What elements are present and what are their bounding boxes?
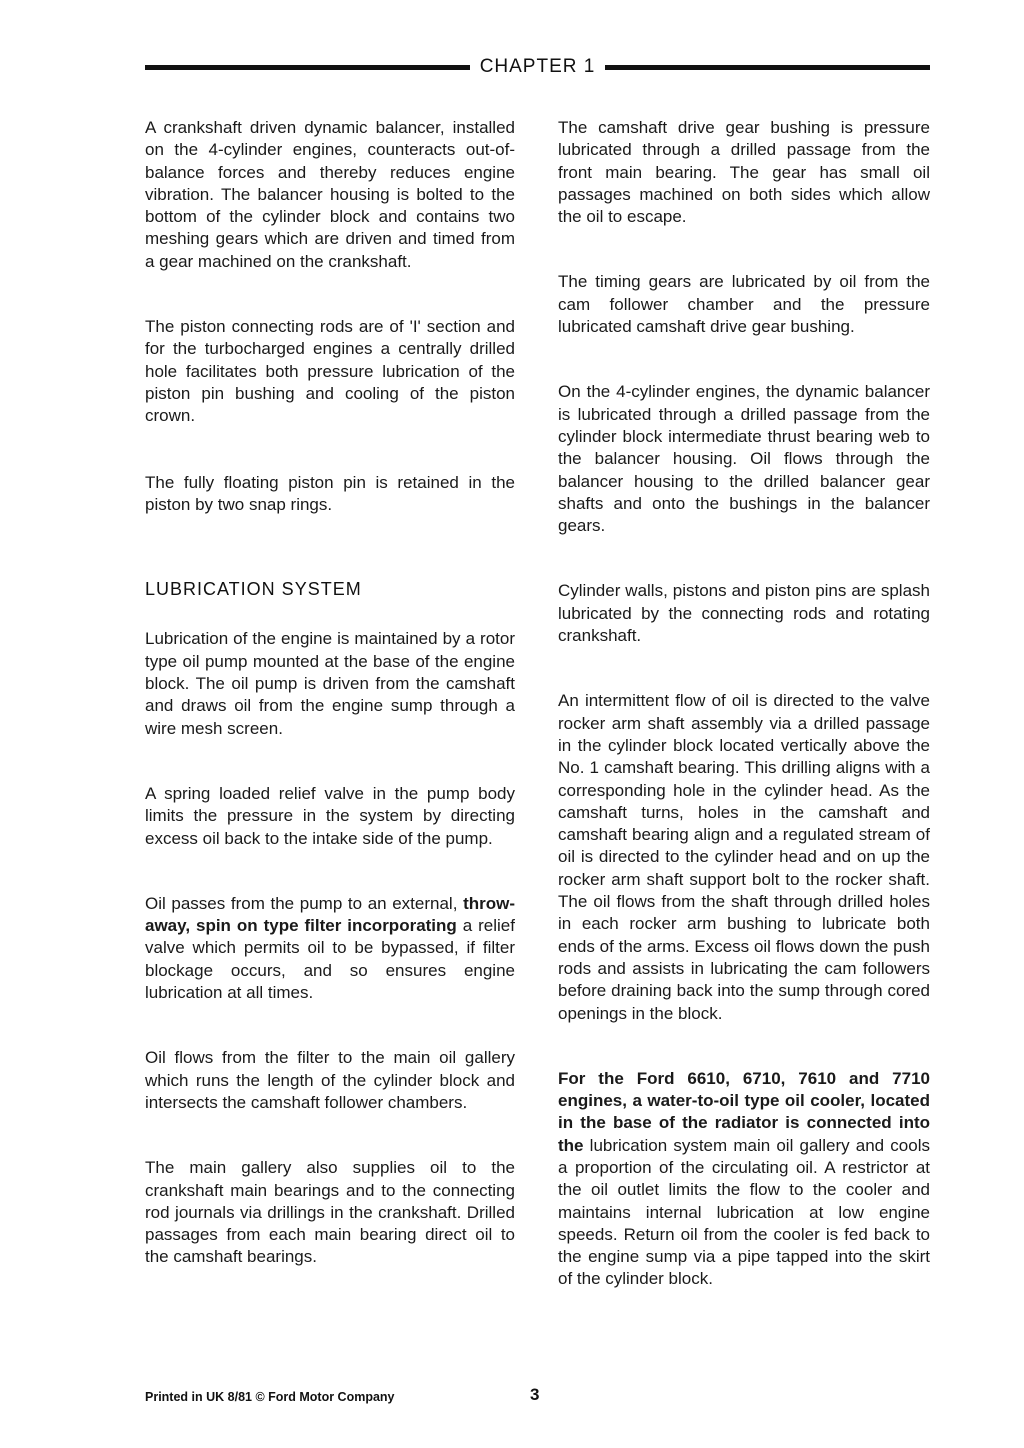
- paragraph-balancer-lubrication: On the 4-cylinder engines, the dynamic balancer is lubricated through a drilled passage from the cylinder block intermediate thrust bearing web to the balancer housing. Oil flows through the balancer housing to the drilled balancer gear shafts and onto the bushings in the balancer gears.: [558, 382, 930, 536]
- header-rule-right: [605, 65, 930, 70]
- section-heading-lubrication: LUBRICATION SYSTEM: [145, 579, 362, 600]
- paragraph-splash-lubrication: Cylinder walls, pistons and piston pins are splash lubricated by the connecting rods and rotating crankshaft.: [558, 581, 930, 646]
- oil-cooler-text-end: lubrication system main oil gallery and cools a proportion of the circulating oil. A restrictor at the oil outlet limits the flow to the cooler and maintains internal lubrication at low engine speeds. Return oil from the cooler is fed back to the engine sump via a pipe tapped into the skirt of the cylinder block.: [558, 1135, 930, 1289]
- paragraph-oil-cooler: [558, 1068, 930, 1291]
- oil-cooler-text-bold: For the Ford 6610, 6710, 7610 and 7710 engines, a water-to-oil type oil cooler, located in the base of the radiator is connected into the: [558, 1068, 930, 1155]
- paragraph-camshaft-drive-gear: The camshaft drive gear bushing is pressure lubricated through a drilled passage from the front main bearing. The gear has small oil passages machined on both sides which allow the oil to escape.: [558, 118, 930, 227]
- paragraph-main-bearings: The main gallery also supplies oil to the crankshaft main bearings and to the connecting rod journals via drillings in the crankshaft. Drilled passages from each main bearing direct oil to the camshaft bearings.: [145, 1158, 515, 1267]
- oil-filter-text-start: Oil passes from the pump to an external,: [145, 893, 458, 913]
- oil-filter-text-bold: throw-away, spin on type filter incorporating: [145, 893, 515, 936]
- chapter-header: [145, 52, 930, 82]
- paragraph-balancer: A crankshaft driven dynamic balancer, installed on the 4-cylinder engines, counteracts out-of-balance forces and thereby reduces engine vibration. The balancer housing is bolted to the bottom of the cylinder block and contains two meshing gears which are driven and timed from a gear machined on the crankshaft.: [145, 118, 515, 271]
- paragraph-piston-pin: The fully floating piston pin is retained in the piston by two snap rings.: [145, 472, 515, 514]
- paragraph-rocker-arm-oil: An intermittent flow of oil is directed to the valve rocker arm shaft assembly via a drilled passage in the cylinder block located vertically above the No. 1 camshaft bearing. This drilling aligns with a corresponding hole in the cylinder head. As the camshaft turns, holes in the camshaft and camshaft bearing align and a regulated stream of oil is directed to the cylinder head and on up the rocker arm shaft support bolt to the rocker shaft. The oil flows from the shaft through drilled holes in each rocker arm bushing to lubricate both ends of the arms. Excess oil flows down the push rods and assists in lubricating the cam followers before draining back into the sump through cored openings in the block.: [558, 691, 930, 1023]
- right-column: [558, 117, 930, 1291]
- left-column: [145, 117, 515, 1269]
- print-footer: Printed in UK 8/81 © Ford Motor Company: [145, 1390, 395, 1404]
- header-rule-left: [145, 65, 470, 70]
- oil-filter-text-end: a relief valve which permits oil to be bypassed, if filter blockage occurs, and so ensures engine lubrication at all times.: [145, 916, 515, 1003]
- paragraph-oil-filter: [145, 893, 515, 1004]
- paragraph-connecting-rods: The piston connecting rods are of 'I' section and for the turbocharged engines a centrally drilled hole facilitates both pressure lubrication of the piston pin bushing and cooling of the piston crown.: [145, 317, 515, 426]
- page-number: 3: [530, 1385, 540, 1404]
- chapter-title: CHAPTER 1: [479, 56, 596, 77]
- paragraph-oil-pump: Lubrication of the engine is maintained by a rotor type oil pump mounted at the base of the engine block. The oil pump is driven from the camshaft and draws oil from the engine sump through a wire mesh screen.: [145, 629, 515, 738]
- paragraph-timing-gears: The timing gears are lubricated by oil from the cam follower chamber and the pressure lubricated camshaft drive gear bushing.: [558, 272, 930, 337]
- paragraph-main-gallery: Oil flows from the filter to the main oil gallery which runs the length of the cylinder block and intersects the camshaft follower chambers.: [145, 1048, 515, 1112]
- paragraph-relief-valve: A spring loaded relief valve in the pump body limits the pressure in the system by directing excess oil back to the intake side of the pump.: [145, 783, 515, 848]
